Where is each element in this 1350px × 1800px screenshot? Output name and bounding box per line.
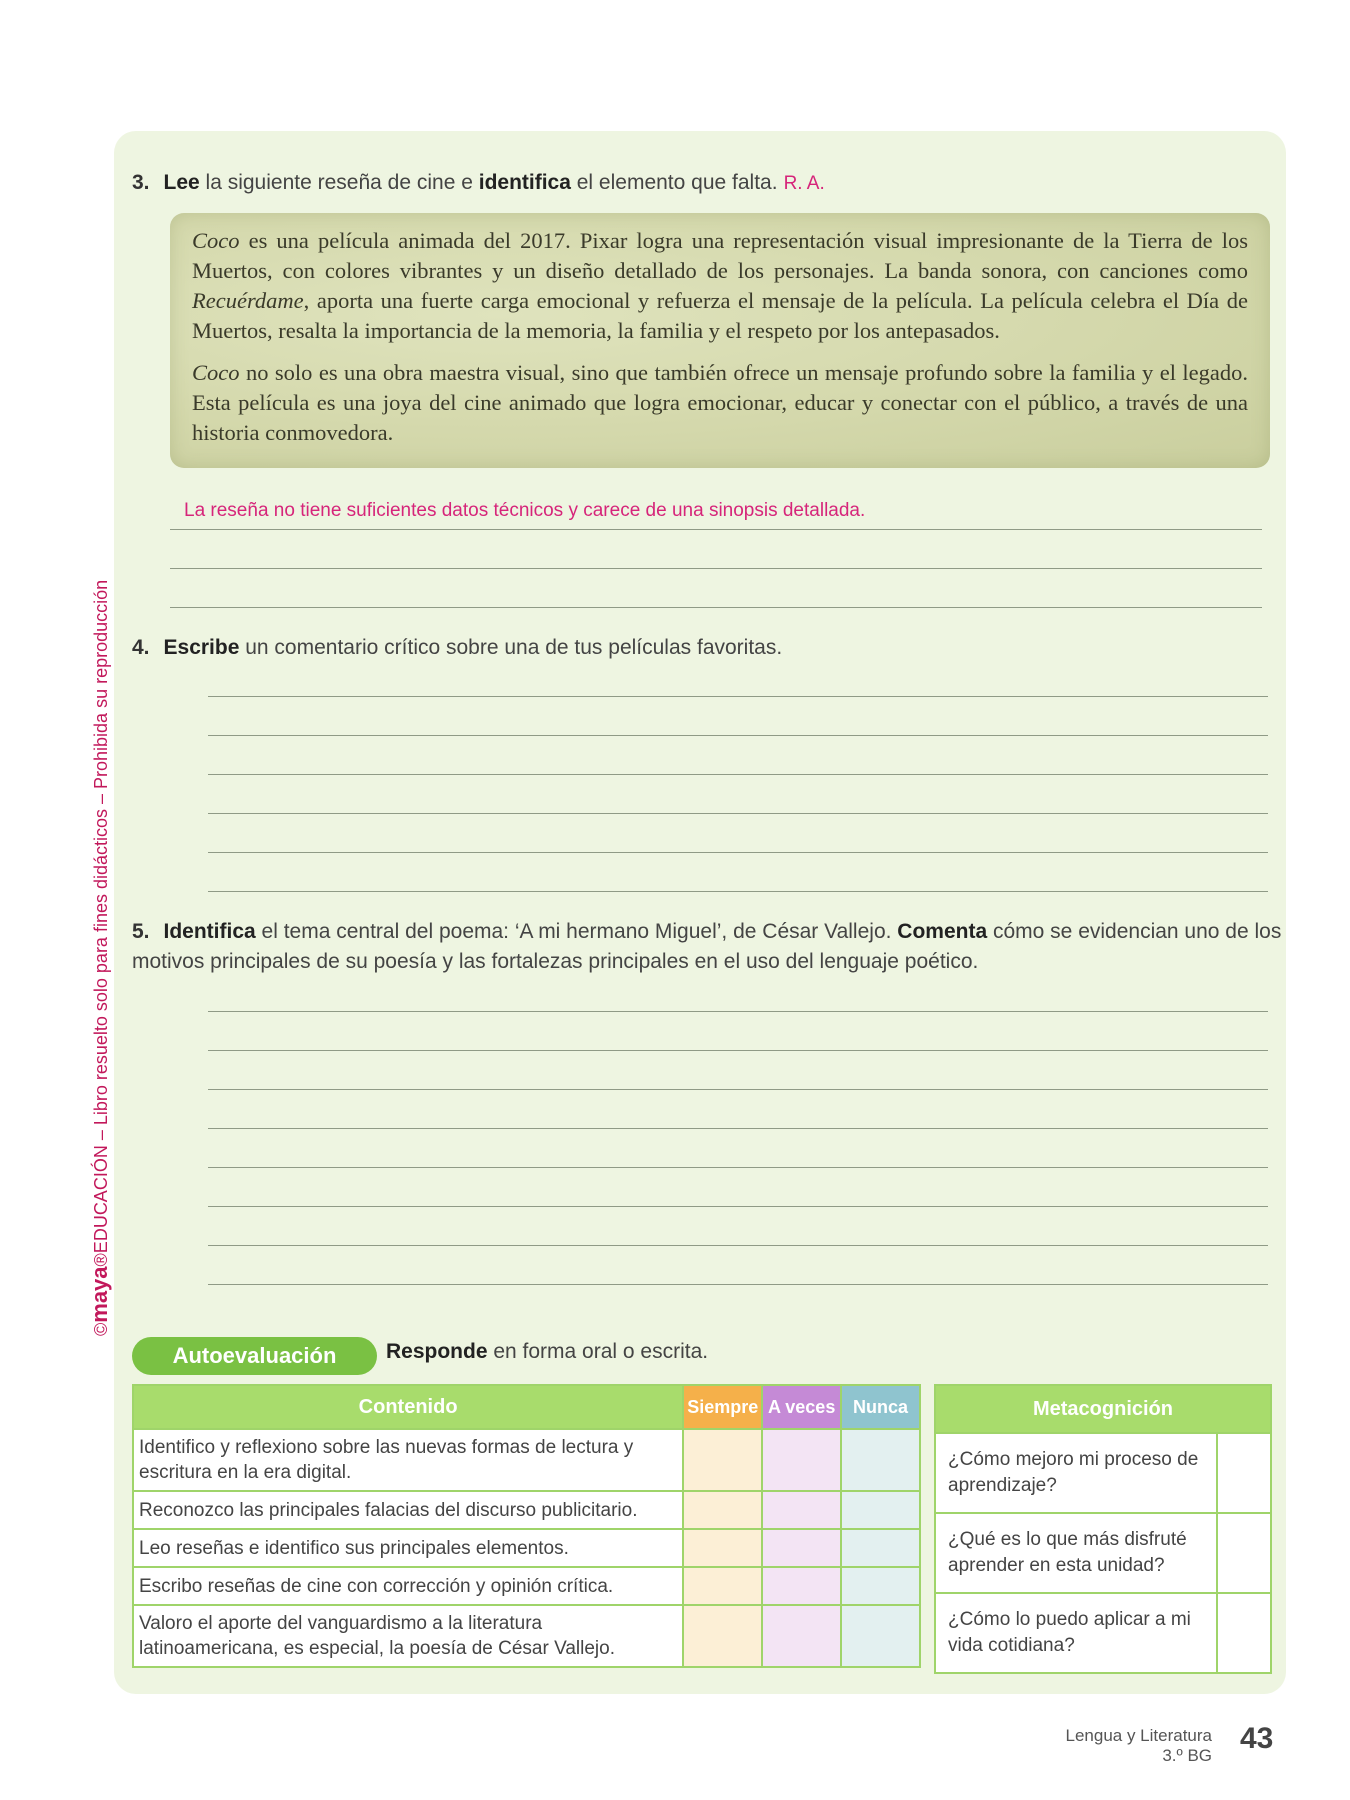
table-row <box>133 1491 920 1529</box>
keyword-lee: Lee <box>163 171 200 194</box>
writing-line[interactable] <box>208 1128 1268 1129</box>
writing-line[interactable] <box>208 1089 1268 1090</box>
header-nunca: Nunca <box>841 1385 920 1429</box>
autoevaluacion-table <box>132 1384 921 1668</box>
cell-siempre[interactable] <box>683 1429 762 1491</box>
cell-nunca[interactable] <box>841 1529 920 1567</box>
answer-line[interactable] <box>170 529 1262 530</box>
writing-line[interactable] <box>208 1050 1268 1051</box>
criterion-text: Reconozco las principales falacias del discurso publicitario. <box>133 1491 683 1529</box>
cell-nunca[interactable] <box>841 1567 920 1605</box>
copyright-symbol: © <box>91 1322 111 1336</box>
header-siempre: Siempre <box>683 1385 762 1429</box>
criterion-text: Leo reseñas e identifico sus principales elementos. <box>133 1529 683 1567</box>
cell-siempre[interactable] <box>683 1491 762 1529</box>
writing-line[interactable] <box>208 1284 1268 1285</box>
cell-siempre[interactable] <box>683 1529 762 1567</box>
review-text: , aporta una fuerte carga emocional y refuerza el mensaje de la película. La película celebra el Día de Muertos, resalta la importancia de la memoria, la familia y el respeto por los antepasados. <box>192 288 1248 343</box>
keyword-escribe: Escribe <box>163 636 240 659</box>
table-row <box>133 1429 920 1491</box>
table-row <box>935 1433 1271 1513</box>
cell-a-veces[interactable] <box>762 1529 841 1567</box>
answer-text: La reseña no tiene suficientes datos técnicos y carece de una sinopsis detallada. <box>184 500 866 521</box>
review-paragraph-2 <box>192 358 1248 448</box>
question-number: 4. <box>132 636 150 659</box>
writing-line[interactable] <box>208 696 1268 697</box>
question-4 <box>132 633 782 663</box>
question-text: el tema central del poema: ‘A mi hermano Miguel’, de César Vallejo. <box>255 920 898 943</box>
writing-line[interactable] <box>208 735 1268 736</box>
answer-cell[interactable] <box>1217 1433 1271 1513</box>
metacognicion-question: ¿Cómo mejoro mi proceso de aprendizaje? <box>935 1433 1217 1513</box>
movie-title: Coco <box>192 360 240 385</box>
cell-nunca[interactable] <box>841 1429 920 1491</box>
cell-a-veces[interactable] <box>762 1567 841 1605</box>
writing-line[interactable] <box>208 1167 1268 1168</box>
grade-label: 3.º BG <box>1162 1746 1212 1765</box>
metacognicion-question: ¿Qué es lo que más disfruté aprender en esta unidad? <box>935 1513 1217 1593</box>
cell-nunca[interactable] <box>841 1605 920 1667</box>
question-text: cómo se evidencian uno de los motivos principales de su poesía y las fortalezas principales en el uso del lenguaje poético. <box>132 920 1282 973</box>
header-metacognicion: Metacognición <box>935 1385 1271 1433</box>
metacognicion-table <box>934 1384 1272 1674</box>
writing-line[interactable] <box>208 1011 1268 1012</box>
question-text: la siguiente reseña de cine e <box>199 171 479 194</box>
footer-label <box>1066 1726 1213 1766</box>
table-row <box>133 1529 920 1567</box>
criterion-text: Valoro el aporte del vanguardismo a la literatura latinoamericana, es especial, la poesía de César Vallejo. <box>133 1605 683 1667</box>
keyword-comenta: Comenta <box>897 920 988 943</box>
answer-cell[interactable] <box>1217 1593 1271 1673</box>
writing-line[interactable] <box>208 891 1268 892</box>
review-text: es una película animada del 2017. Pixar logra una representación visual impresionante de la Tierra de los Muertos, con colores vibrantes y un diseño detallado de los personajes. La banda sonora, con canciones como <box>192 228 1248 283</box>
writing-line[interactable] <box>208 774 1268 775</box>
copyright-text: ®EDUCACIÓN – Libro resuelto solo para fines didácticos – Prohibida su reproducción <box>91 579 111 1267</box>
question-text: un comentario crítico sobre una de tus películas favoritas. <box>239 636 783 659</box>
writing-line[interactable] <box>208 1206 1268 1207</box>
cell-nunca[interactable] <box>841 1491 920 1529</box>
table-row <box>935 1513 1271 1593</box>
autoevaluacion-instruction <box>386 1340 708 1364</box>
table-row <box>935 1593 1271 1673</box>
cell-siempre[interactable] <box>683 1567 762 1605</box>
question-5 <box>132 917 1282 977</box>
question-number: 5. <box>132 920 150 943</box>
ra-note: R. A. <box>783 173 825 194</box>
writing-line[interactable] <box>208 852 1268 853</box>
song-title: Recuérdame <box>192 288 304 313</box>
cell-a-veces[interactable] <box>762 1605 841 1667</box>
movie-title: Coco <box>192 228 240 253</box>
review-paragraph-1 <box>192 226 1248 346</box>
answer-cell[interactable] <box>1217 1513 1271 1593</box>
cell-a-veces[interactable] <box>762 1491 841 1529</box>
table-row <box>133 1605 920 1667</box>
brand-maya: maya <box>87 1266 112 1323</box>
metacognicion-question: ¿Cómo lo puedo aplicar a mi vida cotidiana? <box>935 1593 1217 1673</box>
autoevaluacion-badge: Autoevaluación <box>132 1337 377 1375</box>
cell-siempre[interactable] <box>683 1605 762 1667</box>
writing-line[interactable] <box>208 1245 1268 1246</box>
table-row <box>133 1567 920 1605</box>
cell-a-veces[interactable] <box>762 1429 841 1491</box>
keyword-identifica: identifica <box>478 171 571 194</box>
keyword-identifica: Identifica <box>163 920 256 943</box>
answer-line[interactable] <box>170 607 1262 608</box>
question-number: 3. <box>132 171 150 194</box>
header-a-veces: A veces <box>762 1385 841 1429</box>
subject-name: Lengua y Literatura <box>1065 1726 1212 1745</box>
answer-line[interactable] <box>170 568 1262 569</box>
movie-review-box <box>170 213 1270 468</box>
instruction-text: en forma oral o escrita. <box>487 1340 709 1363</box>
writing-line[interactable] <box>208 813 1268 814</box>
question-3 <box>132 168 825 199</box>
criterion-text: Escribo reseñas de cine con corrección y opinión crítica. <box>133 1567 683 1605</box>
header-contenido: Contenido <box>133 1385 683 1429</box>
question-text: el elemento que falta. <box>570 171 778 194</box>
criterion-text: Identifico y reflexiono sobre las nuevas formas de lectura y escritura en la era digital. <box>133 1429 683 1491</box>
page-number: 43 <box>1240 1722 1274 1755</box>
review-text: no solo es una obra maestra visual, sino que también ofrece un mensaje profundo sobre la familia y el legado. Esta película es una joya del cine animado que logra emocionar, educar y conectar con el público, a través de una historia conmovedora. <box>192 360 1248 445</box>
keyword-responde: Responde <box>386 1340 488 1363</box>
